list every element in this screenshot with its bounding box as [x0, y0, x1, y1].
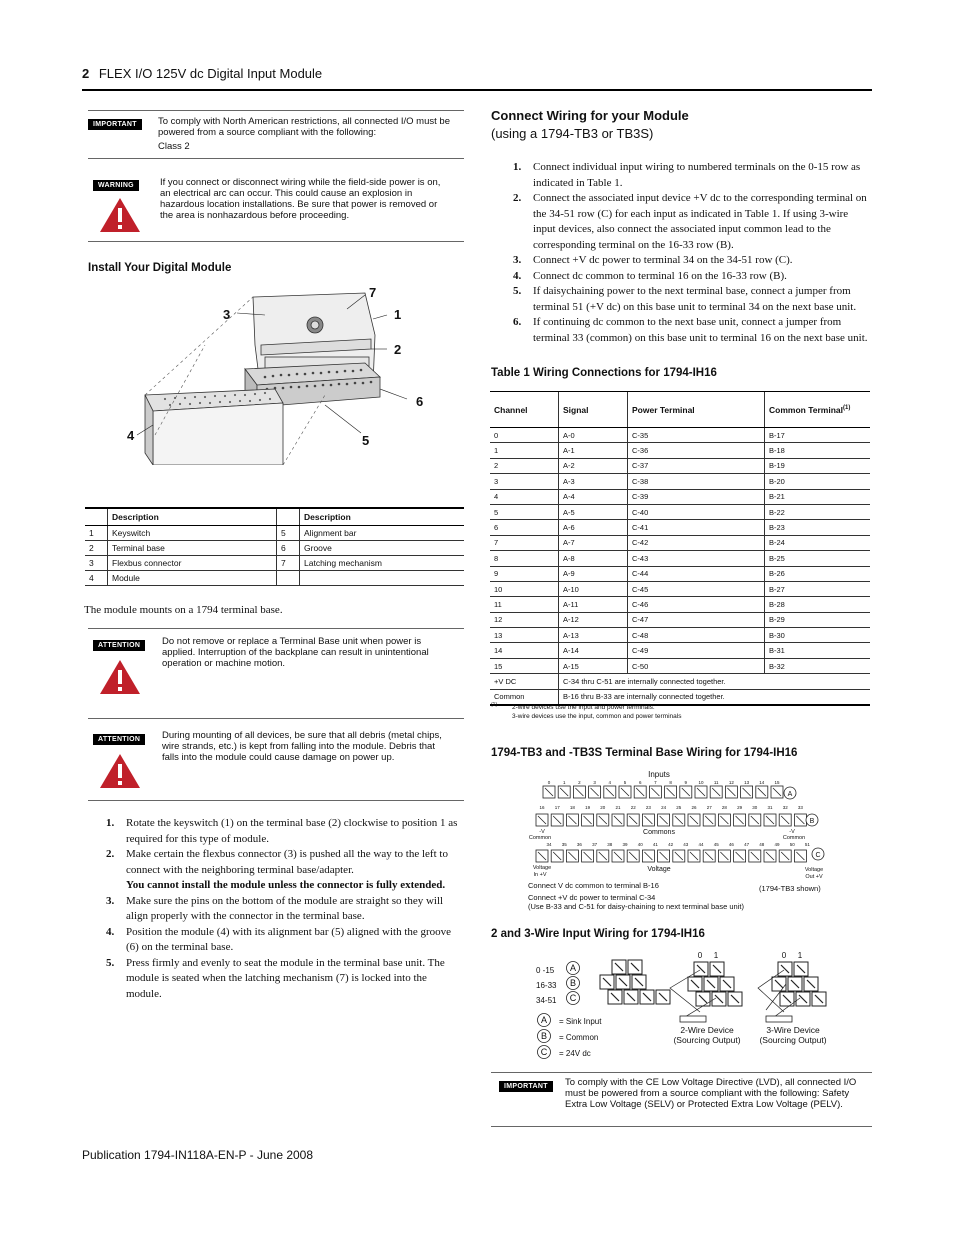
minus-v-label: -V — [789, 829, 795, 835]
table-cell: 8 — [490, 551, 559, 566]
table-cell: A-13 — [559, 628, 628, 643]
table-cell: 9 — [490, 566, 559, 581]
table-cell: 15 — [490, 658, 559, 673]
table-row — [490, 520, 870, 535]
step-text: Make sure the pins on the bottom of the module are straight so they will align properly with the connector in the terminal base. — [126, 894, 444, 922]
terminal-number: 51 — [804, 842, 810, 847]
install-section-title: Install Your Digital Module — [88, 262, 232, 274]
table-cell: B-28 — [765, 597, 871, 612]
legend-letter: A — [540, 1015, 548, 1025]
connect-section-subtitle: (using a 1794-TB3 or TB3S) — [491, 126, 654, 141]
device-label: (Sourcing Output) — [759, 1035, 827, 1045]
terminal-number: 8 — [669, 780, 672, 785]
table-cell: 4 — [85, 571, 108, 586]
table-row — [490, 643, 870, 658]
table-cell: A-8 — [559, 551, 628, 566]
table-cell: 2 — [490, 458, 559, 473]
table-cell: C-50 — [628, 658, 765, 673]
footnote-marker: (1) — [843, 404, 851, 411]
warning-badge: WARNING — [93, 180, 139, 191]
terminal-number: 43 — [683, 842, 689, 847]
table-row — [490, 566, 870, 581]
terminal-number: 17 — [554, 805, 560, 810]
step-text: Connect individual input wiring to numbered terminals on the 0-15 row as indicated in Table 1. — [533, 161, 861, 189]
voltage-out-label: Voltage — [804, 867, 824, 873]
device-icon — [680, 1016, 706, 1022]
attention-badge: ATTENTION — [93, 734, 145, 745]
terminal-number: 26 — [691, 805, 697, 810]
important-badge: IMPORTANT — [499, 1081, 553, 1092]
column-label: 1 — [713, 951, 719, 960]
divider — [88, 158, 464, 159]
voltage-out-label: Out +V — [805, 874, 823, 880]
row-letter: C — [815, 852, 821, 859]
table-header-cell: Description — [108, 508, 277, 526]
table-header-cell — [765, 392, 871, 428]
wiring-connections-table — [490, 391, 870, 706]
table-row — [490, 504, 870, 519]
terminal-number: 12 — [728, 780, 734, 785]
table-cell: 14 — [490, 643, 559, 658]
table-cell: A-4 — [559, 489, 628, 504]
terminal-number: 30 — [752, 805, 758, 810]
callout-5: 5 — [362, 433, 370, 448]
table-cell: A-14 — [559, 643, 628, 658]
row-letter: C — [569, 993, 577, 1003]
important-badge: IMPORTANT — [88, 119, 142, 130]
table-cell: 3 — [490, 474, 559, 489]
legend-letter: B — [540, 1031, 548, 1041]
table-cell: C-49 — [628, 643, 765, 658]
legend-item: = Common — [559, 1033, 599, 1042]
footnote-line: 3-wire devices use the input, common and power terminals — [512, 713, 682, 720]
terminal-number: 16 — [539, 805, 545, 810]
legend-item: = Sink Input — [559, 1017, 602, 1026]
callout-4: 4 — [127, 428, 135, 443]
header-label: Common Terminal — [769, 404, 843, 415]
important-class-text: Class 2 — [158, 141, 190, 152]
table-cell: B-31 — [765, 643, 871, 658]
warning-text: If you connect or disconnect wiring while the field-side power is on, an electrical arc can occur. This could cause an explosion in hazardous location installations. Be sure that power is removed or the area is nonhazardous before proceeding. — [160, 177, 441, 221]
row-letter: B — [809, 818, 815, 825]
important-text: To comply with the CE Low Voltage Directive (LVD), all connected I/O must be powered from a source compliant with the following: Safety Extra Low Voltage (SELV) or Protected Extra Low Voltage (PELV). — [565, 1077, 857, 1110]
table-cell: 1 — [490, 443, 559, 458]
page-number: 2 — [82, 66, 90, 81]
voltage-label: Voltage — [647, 866, 671, 873]
terminal-number: 46 — [728, 842, 734, 847]
table-cell: B-17 — [765, 428, 871, 443]
warning-triangle-icon — [98, 752, 142, 790]
divider — [88, 628, 464, 629]
table-cell: B-26 — [765, 566, 871, 581]
divider — [88, 110, 464, 111]
table-cell: C-48 — [628, 628, 765, 643]
terminal-number: 47 — [744, 842, 750, 847]
table-row — [490, 551, 870, 566]
step-number: 1. — [513, 161, 522, 173]
table-cell: 6 — [490, 520, 559, 535]
page-header — [82, 66, 322, 81]
table-cell: B-23 — [765, 520, 871, 535]
terminal-number: 38 — [607, 842, 613, 847]
callout-2: 2 — [394, 342, 402, 357]
table-cell: Alignment bar — [300, 526, 465, 541]
table-cell — [300, 571, 465, 586]
terminal-number: 2 — [578, 780, 581, 785]
callout-1: 1 — [394, 307, 402, 322]
table-cell: A-7 — [559, 535, 628, 550]
callout-7: 7 — [369, 285, 377, 300]
table-cell: +V DC — [490, 674, 559, 689]
step-number: 2. — [106, 848, 115, 860]
table-cell: B-18 — [765, 443, 871, 458]
table-row — [490, 428, 870, 443]
list-item — [513, 269, 871, 285]
inputs-label: Inputs — [648, 770, 670, 779]
table-row — [490, 443, 870, 458]
table-cell: A-1 — [559, 443, 628, 458]
table-header-cell: Channel — [490, 392, 559, 428]
terminal-number: 40 — [637, 842, 643, 847]
row-label: 16-33 — [536, 981, 557, 990]
table-cell: C-47 — [628, 612, 765, 627]
device-label: 2-Wire Device — [680, 1025, 734, 1035]
step-text: Position the module (4) with its alignment bar (5) aligned with the groove (6) on the terminal base. — [126, 925, 452, 953]
device-label: 3-Wire Device — [766, 1025, 820, 1035]
step-number: 6. — [513, 316, 522, 328]
table-cell: 6 — [277, 541, 300, 556]
table-header-cell: Signal — [559, 392, 628, 428]
table-cell: 11 — [490, 597, 559, 612]
terminal-number: 50 — [789, 842, 795, 847]
terminal-number: 35 — [561, 842, 567, 847]
step-text: Make certain the flexbus connector (3) is pushed all the way to the left to connect with the neighboring terminal base/adapter. — [126, 848, 448, 876]
step-number: 3. — [513, 254, 522, 266]
terminal-number: 7 — [654, 780, 657, 785]
table-cell: 4 — [490, 489, 559, 504]
table-cell: Latching mechanism — [300, 556, 465, 571]
table-cell: 10 — [490, 581, 559, 596]
table-cell: B-30 — [765, 628, 871, 643]
attention-badge: ATTENTION — [93, 640, 145, 651]
table-cell: 5 — [277, 526, 300, 541]
terminal-number: 28 — [721, 805, 727, 810]
table-row — [85, 571, 464, 586]
terminal-number: 27 — [706, 805, 712, 810]
table-cell: C-35 — [628, 428, 765, 443]
terminal-number: 13 — [744, 780, 750, 785]
connect-steps-list — [513, 160, 871, 346]
table-row — [490, 674, 870, 689]
terminal-number: 41 — [652, 842, 658, 847]
wire23-legend — [559, 1014, 601, 1062]
step-text: Connect the associated input device +V dc to the corresponding terminal on the 34-51 row (C) for each input as indicated in Table 1. If using 3-wire input devices, also connect the associated input common lead to the corresponding terminal on the 16-33 row (B). — [533, 192, 867, 251]
table-header-row — [490, 392, 870, 428]
connect-section-title: Connect Wiring for your Module — [491, 108, 689, 123]
attention-text: During mounting of all devices, be sure that all debris (metal chips, wire strands, etc.) is kept from falling into the module. Debris that falls into the module could cause damage on power up. — [162, 730, 442, 763]
terminal-number: 20 — [600, 805, 606, 810]
table-cell: C-41 — [628, 520, 765, 535]
terminal-number: 37 — [592, 842, 598, 847]
table-cell: 7 — [490, 535, 559, 550]
table-cell: C-36 — [628, 443, 765, 458]
table-cell: B-21 — [765, 489, 871, 504]
table-cell: B-22 — [765, 504, 871, 519]
table-cell: Flexbus connector — [108, 556, 277, 571]
legend-item: = 24V dc — [559, 1049, 591, 1058]
wire23-title: 2 and 3-Wire Input Wiring for 1794-IH16 — [491, 928, 705, 940]
table-cell: Module — [108, 571, 277, 586]
common-label: Common — [782, 835, 806, 841]
table-cell: C-42 — [628, 535, 765, 550]
voltage-in-label: Voltage — [532, 865, 552, 871]
table-cell: B-19 — [765, 458, 871, 473]
table-row — [490, 458, 870, 473]
table-row — [85, 526, 464, 541]
table-cell: C-44 — [628, 566, 765, 581]
terminal-number: 33 — [797, 805, 803, 810]
table-header-cell: Power Terminal — [628, 392, 765, 428]
step-number: 4. — [106, 925, 115, 938]
table-cell: 5 — [490, 504, 559, 519]
voltage-in-label: In +V — [533, 872, 547, 878]
warning-triangle-icon — [98, 658, 142, 696]
table-cell: C-43 — [628, 551, 765, 566]
table-cell — [277, 571, 300, 586]
column-label: 0 — [781, 951, 787, 960]
three-wire-device-label — [754, 1025, 832, 1045]
footnote-line: 2-wire devices use the input and power terminals. — [512, 704, 655, 711]
list-item — [513, 253, 871, 269]
terminal-number: 24 — [661, 805, 667, 810]
table-row — [490, 628, 870, 643]
divider — [88, 241, 464, 242]
install-steps-list — [106, 816, 464, 1002]
table-cell: 12 — [490, 612, 559, 627]
step-text: If continuing dc common to the next base unit, connect a jumper from terminal 33 (common) on this base unit to terminal 16 on the next base unit. — [533, 316, 868, 344]
table-cell: A-3 — [559, 474, 628, 489]
table-row — [490, 658, 870, 673]
table-cell: C-45 — [628, 581, 765, 596]
list-item — [106, 894, 464, 925]
step-number: 3. — [106, 894, 115, 907]
row-label: 34-51 — [536, 996, 557, 1005]
terminal-number: 11 — [713, 780, 719, 785]
terminal-number: 39 — [622, 842, 628, 847]
table-cell: Keyswitch — [108, 526, 277, 541]
minus-v-label: -V — [539, 829, 545, 835]
row-letter: A — [787, 791, 793, 798]
document-title: FLEX I/O 125V dc Digital Input Module — [98, 66, 323, 81]
table-cell: A-15 — [559, 658, 628, 673]
terminal-number: 15 — [774, 780, 780, 785]
important-text: To comply with North American restrictions, all connected I/O must be powered from a source compliant with the following: — [158, 116, 450, 138]
terminal-number: 31 — [767, 805, 773, 810]
table-cell: C-40 — [628, 504, 765, 519]
column-label: 0 — [697, 951, 703, 960]
table-cell: A-9 — [559, 566, 628, 581]
terminal-number: 5 — [623, 780, 627, 785]
tb3-wiring-title: 1794-TB3 and -TB3S Terminal Base Wiring for 1794-IH16 — [491, 747, 798, 759]
table-cell: A-6 — [559, 520, 628, 535]
table-cell: Common — [490, 689, 559, 705]
tb3-notes — [528, 881, 744, 911]
table-cell: 3 — [85, 556, 108, 571]
table-cell: 7 — [277, 556, 300, 571]
table1-title: Table 1 Wiring Connections for 1794-IH16 — [491, 367, 717, 379]
callout-6: 6 — [416, 394, 424, 409]
two-wire-device-label — [668, 1025, 746, 1045]
step-text: If daisychaining power to the next terminal base, connect a jumper from terminal 51 (+V dc) on this base unit to terminal 34 on the next base unit. — [533, 285, 857, 313]
divider — [88, 800, 464, 801]
table-cell: 2 — [85, 541, 108, 556]
table-cell: 1 — [85, 526, 108, 541]
list-item — [513, 160, 871, 191]
terminal-number: 45 — [713, 842, 719, 847]
column-label: 1 — [797, 951, 803, 960]
divider — [491, 1126, 872, 1127]
table-header-cell — [277, 508, 300, 526]
step-emphasis: You cannot install the module unless the connector is fully extended. — [126, 879, 446, 891]
list-item — [513, 191, 871, 253]
note-line: Connect V dc common to terminal B-16 — [528, 881, 659, 890]
terminal-number: 44 — [698, 842, 704, 847]
terminal-number: 22 — [630, 805, 636, 810]
table-cell: B-32 — [765, 658, 871, 673]
header-rule — [82, 89, 872, 91]
step-number: 2. — [513, 192, 522, 204]
terminal-number: 6 — [638, 780, 642, 785]
table-cell: A-2 — [559, 458, 628, 473]
table-cell: C-46 — [628, 597, 765, 612]
table-row — [490, 581, 870, 596]
row-letter: A — [569, 963, 577, 973]
table-cell: A-0 — [559, 428, 628, 443]
list-item — [513, 284, 871, 315]
legend-letter: C — [540, 1047, 548, 1057]
device-icon — [766, 1016, 792, 1022]
list-item — [106, 847, 464, 894]
attention-text: Do not remove or replace a Terminal Base unit when power is applied. Interruption of the backplane can result in unintentional operation or machine motion. — [162, 636, 429, 669]
note-line: (Use B-33 and C-51 for daisy-chaining to next terminal base unit) — [528, 902, 744, 911]
commons-label: Commons — [643, 829, 675, 836]
terminal-number: 10 — [698, 780, 704, 785]
terminal-number: 32 — [782, 805, 788, 810]
table-cell: A-11 — [559, 597, 628, 612]
terminal-number: 4 — [608, 780, 612, 785]
table-header-row — [85, 508, 464, 526]
table1-footnote — [491, 703, 681, 721]
table-cell: B-24 — [765, 535, 871, 550]
table-cell: C-39 — [628, 489, 765, 504]
table-cell: B-29 — [765, 612, 871, 627]
table-row — [490, 474, 870, 489]
table-cell: B-20 — [765, 474, 871, 489]
terminal-number: 9 — [684, 780, 688, 785]
callout-3: 3 — [223, 307, 231, 322]
step-number: 4. — [513, 269, 522, 282]
footnote-label: (1) — [491, 702, 498, 708]
table-cell: A-12 — [559, 612, 628, 627]
row-label: 0 -15 — [536, 966, 555, 975]
list-item — [106, 925, 464, 956]
row-letter: B — [569, 978, 577, 988]
terminal-number: 14 — [759, 780, 765, 785]
divider — [88, 718, 464, 719]
terminal-number: 36 — [576, 842, 582, 847]
device-label: (Sourcing Output) — [673, 1035, 741, 1045]
table-cell: C-34 thru C-51 are internally connected together. — [559, 674, 871, 689]
warning-triangle-icon — [98, 196, 142, 234]
terminal-number: 48 — [759, 842, 765, 847]
note-line: Connect +V dc power to terminal C-34 — [528, 893, 656, 902]
table-cell: Terminal base — [108, 541, 277, 556]
step-text: Connect dc common to terminal 16 on the 16-33 row (B). — [533, 269, 787, 282]
mount-note: The module mounts on a 1794 terminal base. — [84, 604, 283, 616]
table-cell: B-25 — [765, 551, 871, 566]
terminal-number: 21 — [615, 805, 621, 810]
table-cell: B-27 — [765, 581, 871, 596]
table-row — [490, 597, 870, 612]
publication-footer: Publication 1794-IN118A-EN-P - June 2008 — [82, 1148, 314, 1162]
terminal-number: 49 — [774, 842, 780, 847]
terminal-number: 1 — [562, 780, 566, 785]
terminal-number: 18 — [569, 805, 575, 810]
step-number: 5. — [106, 956, 115, 969]
table-cell: B-16 thru B-33 are internally connected together. — [559, 689, 871, 705]
terminal-number: 3 — [593, 780, 596, 785]
step-text: Press firmly and evenly to seat the module in the terminal base unit. The module is seated when the latching mechanism (7) is locked into the module. — [126, 956, 445, 1000]
table-row — [490, 535, 870, 550]
terminal-number: 42 — [668, 842, 674, 847]
terminal-number: 29 — [737, 805, 743, 810]
list-item — [106, 956, 464, 1003]
table-cell: 0 — [490, 428, 559, 443]
table-row — [85, 556, 464, 571]
table-row — [85, 541, 464, 556]
step-number: 1. — [106, 817, 115, 829]
table-cell: A-5 — [559, 504, 628, 519]
table-header-cell — [85, 508, 108, 526]
table-row — [490, 612, 870, 627]
terminal-number: 25 — [676, 805, 682, 810]
table-cell: 13 — [490, 628, 559, 643]
wire23-row-labels — [536, 963, 556, 1008]
list-item — [513, 315, 871, 346]
table-cell: C-38 — [628, 474, 765, 489]
list-item — [106, 816, 464, 847]
terminal-number: 0 — [547, 780, 551, 785]
step-text: Connect +V dc power to terminal 34 on the 34-51 row (C). — [533, 254, 793, 266]
table-cell: Groove — [300, 541, 465, 556]
divider — [491, 1072, 872, 1073]
table-cell: A-10 — [559, 581, 628, 596]
terminal-number: 19 — [585, 805, 591, 810]
step-text: Rotate the keyswitch (1) on the terminal base (2) clockwise to position 1 as required for this type of module. — [126, 817, 458, 845]
component-description-table — [85, 507, 464, 586]
terminal-number: 23 — [645, 805, 651, 810]
table-cell: C-37 — [628, 458, 765, 473]
table-header-cell: Description — [300, 508, 465, 526]
tb3-shown-label: (1794-TB3 shown) — [759, 884, 821, 893]
table-row — [490, 489, 870, 504]
common-label: Common — [528, 835, 552, 841]
step-number: 5. — [513, 285, 522, 297]
terminal-number: 34 — [546, 842, 552, 847]
